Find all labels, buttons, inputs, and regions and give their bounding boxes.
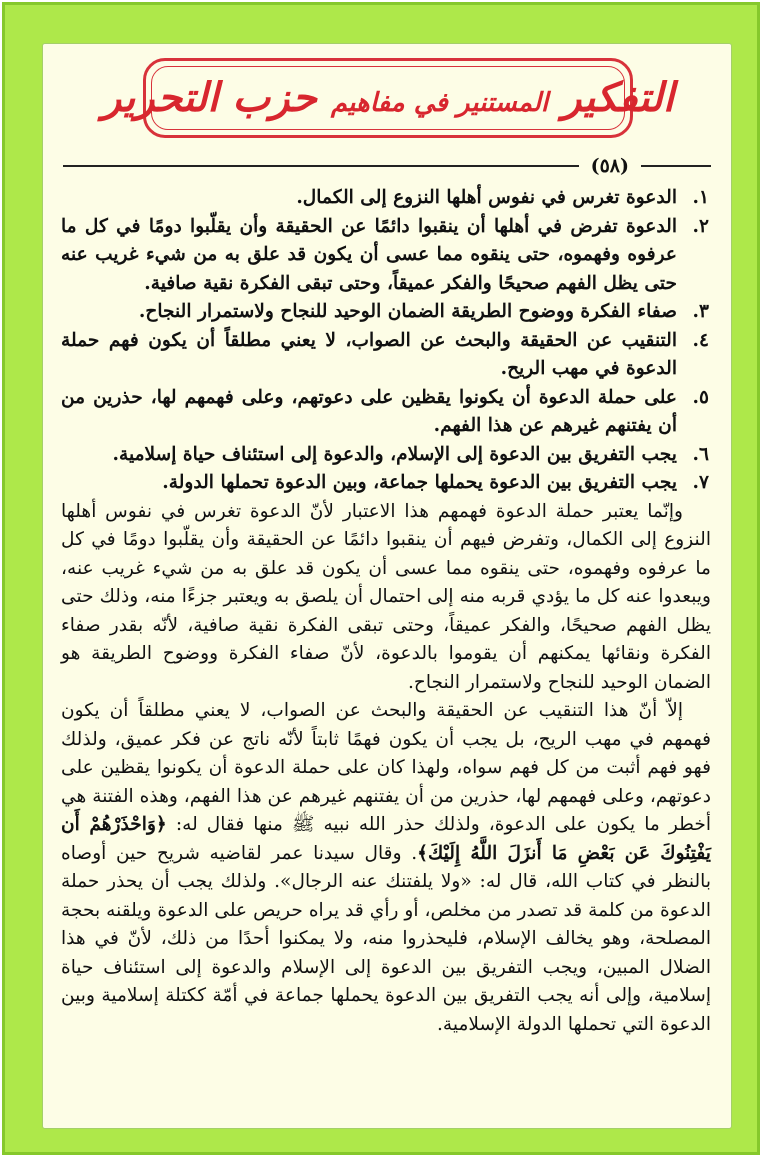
- page-number-rule-left: [63, 165, 579, 167]
- summary-points: [61, 184, 711, 498]
- point-6: ٦. يجب التفريق بين الدعوة إلى الإسلام، والدعوة إلى استئناف حياة إسلامية.: [112, 443, 709, 465]
- page-number: (٥٨): [590, 155, 629, 177]
- page-number-row: [63, 156, 711, 176]
- book-title-main: التفكير: [562, 74, 674, 121]
- body-paragraph-1: وإنّما يعتبر حملة الدعوة فهمهم هذا الاعتبار لأنّ الدعوة تغرس في نفوس أهلها النزوع إلى الكمال، وتفرض فيهم أن ينقبوا دائمًا عن الحقيقة وأن يقلّبوا دومًا في كل ما عرفوه وفهموه، حتى ينقوه مما عسى أن يكون قد علق به من شيء غريب عنه، ويبعدوا عنه كل ما يؤدي قربه منه إلى احتمال أن يلصق به ويعتبر جزءًا منه، وذلك حتى يظل الفهم صحيحًا، والفكر عميقاً، وحتى تبقى الفكرة نقية صافية، لأنّه بقدر صفاء الفكرة ونقائها يمكنهم أن يقوموا بالدعوة، لأنّ صفاء الفكرة ووضوح الطريقة هو الضمان الوحيد للنجاح ولاستمرار النجاح.: [61, 500, 711, 693]
- page-frame: [2, 2, 760, 1155]
- page-content: [61, 184, 711, 1039]
- book-title-end: حزب التحرير: [102, 74, 317, 121]
- point-1: ١. الدعوة تغرس في نفوس أهلها النزوع إلى الكمال.: [296, 187, 709, 208]
- point-4: ٤. التنقيب عن الحقيقة والبحث عن الصواب، لا يعني مطلقاً أن يكون فهم حملة الدعوة في مهب الريح.: [61, 329, 709, 379]
- point-2: ٢. الدعوة تفرض في أهلها أن ينقبوا دائمًا عن الحقيقة وأن يقلّبوا دومًا في كل ما عرفوه وفهموه، حتى ينقوه مما عسى أن يكون قد علق به من شيء غريب عنه حتى يظل الفهم صحيحًا والفكر عميقاً، وحتى تبقى الفكرة نقية صافية.: [61, 215, 709, 294]
- page-sheet: [42, 43, 732, 1129]
- quran-verse: ﴿وَاحْذَرْهُمْ أَن يَفْتِنُوكَ عَن بَعْضِ مَا أَنزَلَ اللَّهُ إِلَيْكَ﴾: [61, 814, 711, 864]
- point-7: ٧. يجب التفريق بين الدعوة يحملها جماعة، وبين الدعوة تحملها الدولة.: [162, 472, 709, 493]
- point-3: ٣. صفاء الفكرة ووضوح الطريقة الضمان الوحيد للنجاح ولاستمرار النجاح.: [138, 301, 709, 322]
- title-banner: [102, 58, 674, 138]
- page-number-rule-right: [641, 165, 711, 167]
- book-title-middle: المستنير في مفاهيم: [330, 88, 549, 118]
- book-title: [102, 74, 674, 121]
- body-paragraph-2: إلاّ أنّ هذا التنقيب عن الحقيقة والبحث عن الصواب، لا يعني مطلقاً أن يكون فهمهم في مهب الريح، بل يجب أن يكون فهمًا ثابتاً لأنّه ناتج عن فكر عميق، ولذلك فهو فهم أثبت من كل فهم سواه، ولهذا كان على حملة الدعوة أن يكونوا يقظين على دعوتهم، وعلى فهمهم لها، حذرين من أن يفتنهم غيرهم عن هذا الفهم، وهذه الفتنة هي أخطر ما يكون على الدعوة، ولذلك حذر الله نبيه ﷺ منها فقال له: ﴿وَاحْذَرْهُمْ أَن يَفْتِنُوكَ عَن بَعْضِ مَا أَنزَلَ اللَّهُ إِلَيْكَ﴾. وقال سيدنا عمر لقاضيه شريح حين أوصاه بالنظر في كتاب الله، قال له: «ولا يلفتنك عنه الرجال». ولذلك يجب أن يحذر حملة الدعوة من كلمة قد تصدر من مخلص، أو رأي قد يراه حريص على الدعوة ويلقنه بحجة المصلحة، وهو يخالف الإسلام، فليحذروا منه، ولا يمكنوا أحدًا من ذلك، لأنّ في هذا الضلال المبين، ويجب التفريق بين الدعوة إلى الإسلام والدعوة إلى استئناف حياة إسلامية، وإلى أنه يجب التفريق بين الدعوة يحملها جماعة في أمّة ككتلة إسلامية وبين الدعوة التي تحملها الدولة الإسلامية.: [61, 700, 711, 1035]
- point-5: ٥. على حملة الدعوة أن يكونوا يقظين على دعوتهم، وعلى فهمهم لها، حذرين من أن يفتنهم غيرهم عن هذا الفهم.: [61, 386, 709, 436]
